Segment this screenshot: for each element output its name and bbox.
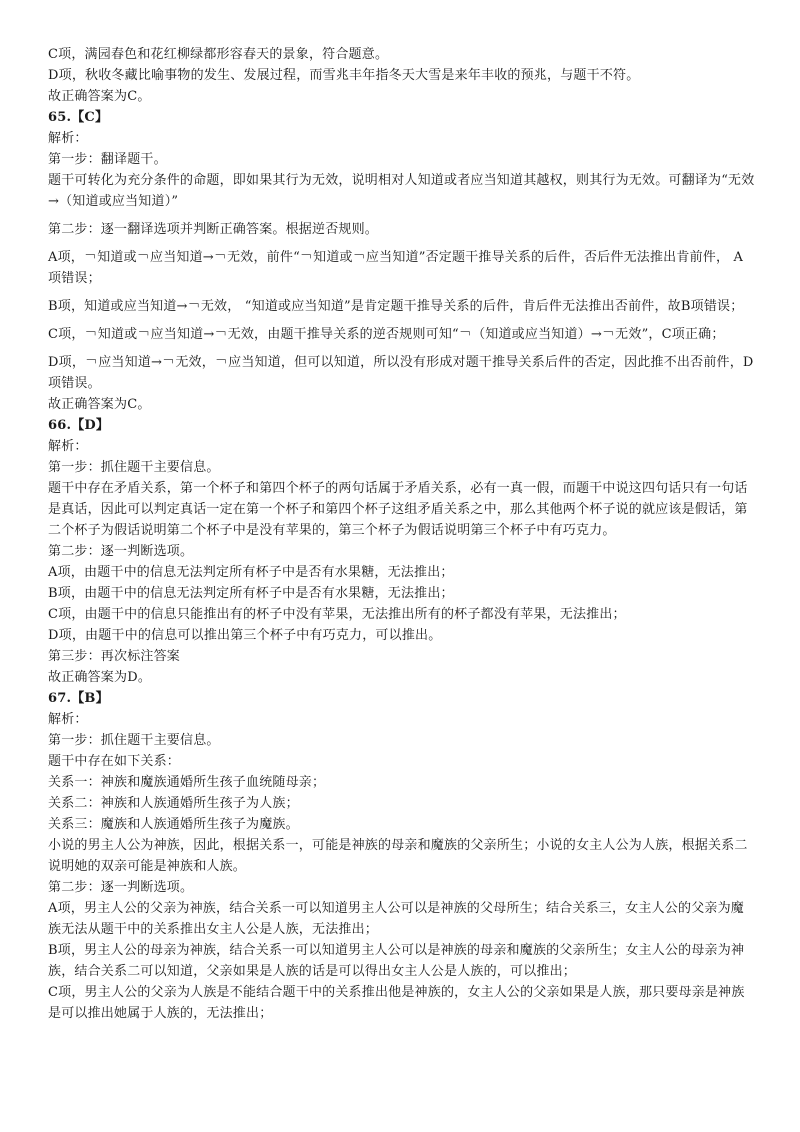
text-line: 解析： xyxy=(48,131,88,146)
text-line: C项，男主人公的父亲为人族是不能结合题干中的关系推出他是神族的，女主人公的父亲如果是人族，那只要母亲是神族是可以推出她属于人族的，无法推出； xyxy=(48,985,745,1021)
text-line: D项，￢应当知道→￢无效，￢应当知道，但可以知道，所以没有形成对题干推导关系后件的否定，因此推不出否前件，D项错误。 xyxy=(48,355,754,391)
text-line: 故正确答案为C。 xyxy=(48,397,151,412)
text-line: A项，￢知道或￢应当知道→￢无效，前件“￢知道或￢应当知道”否定题干推导关系的后件，否后件无法推出肯前件， A项错误； xyxy=(48,250,744,286)
text-line: 题干中存在矛盾关系，第一个杯子和第四个杯子的两句话属于矛盾关系，必有一真一假，而题干中说这四句话只有一句话是真话，因此可以判定真话一定在第一个杯子和第四个杯子这组矛盾关系之中，那么其他两个杯子说的就应该是假话，第二个杯子为假话说明第二个杯子中是没有苹果的，第三个杯子为假话说明第三个杯子中有巧克力。 xyxy=(48,481,748,538)
question-number-67: 67.【B】 xyxy=(48,691,109,706)
text-line: 第二步：逐一翻译选项并判断正确答案。根据逆否规则。 xyxy=(48,222,379,237)
text-line: 关系二：神族和人族通婚所生孩子为人族； xyxy=(48,796,299,811)
text-line: C项，由题干中的信息只能推出有的杯子中没有苹果，无法推出所有的杯子都没有苹果，无法推出； xyxy=(48,607,626,622)
text-line: 关系一：神族和魔族通婚所生孩子血统随母亲； xyxy=(48,775,326,790)
text-line: 故正确答案为C。 xyxy=(48,89,151,104)
question-number-65: 65.【C】 xyxy=(48,110,109,125)
text-line: D项，由题干中的信息可以推出第三个杯子中有巧克力，可以推出。 xyxy=(48,628,442,643)
text-line: A项，由题干中的信息无法判定所有杯子中是否有水果糖，无法推出； xyxy=(48,565,454,580)
text-line: C项，满园春色和花红柳绿都形容春天的景象，符合题意。 xyxy=(48,47,389,62)
text-line: 第一步：抓住题干主要信息。 xyxy=(48,460,220,475)
document-body xyxy=(48,44,756,1024)
text-line: B项，男主人公的母亲为神族，结合关系一可以知道男主人公可以是神族的母亲和魔族的父亲所生；女主人公的母亲为神族，结合关系二可以知道，父亲如果是人族的话是可以得出女主人公是人族的，可以推出； xyxy=(48,943,745,979)
text-line: B项，知道或应当知道→￢无效， “知道或应当知道”是肯定题干推导关系的后件，肯后件无法推出否前件，故B项错误； xyxy=(48,299,744,314)
text-line: 故正确答案为D。 xyxy=(48,670,152,685)
text-line: 第二步：逐一判断选项。 xyxy=(48,544,194,559)
text-line: B项，由题干中的信息无法判定所有杯子中是否有水果糖，无法推出； xyxy=(48,586,454,601)
text-line: D项，秋收冬藏比喻事物的发生、发展过程，而雪兆丰年指冬天大雪是来年丰收的预兆，与题干不符。 xyxy=(48,68,640,83)
text-line: C项，￢知道或￢应当知道→￢无效，由题干推导关系的逆否规则可知“￢（知道或应当知道）→￢无效”，C项正确； xyxy=(48,327,725,342)
text-line: 题干中存在如下关系： xyxy=(48,754,181,769)
text-line: 解析： xyxy=(48,712,88,727)
text-line: 第一步：抓住题干主要信息。 xyxy=(48,733,220,748)
text-line: 题干可转化为充分条件的命题，即如果其行为无效，说明相对人知道或者应当知道其越权，则其行为无效。可翻译为“无效→（知道或应当知道）” xyxy=(48,173,755,209)
text-line: 第二步：逐一判断选项。 xyxy=(48,880,194,895)
text-line: 关系三：魔族和人族通婚所生孩子为魔族。 xyxy=(48,817,299,832)
text-line: 第一步：翻译题干。 xyxy=(48,152,167,167)
text-line: 解析： xyxy=(48,439,88,454)
text-line: A项，男主人公的父亲为神族，结合关系一可以知道男主人公可以是神族的父母所生；结合关系三，女主人公的父亲为魔族无法从题干中的关系推出女主人公是人族，无法推出； xyxy=(48,901,744,937)
text-line: 第三步：再次标注答案 xyxy=(48,649,181,664)
text-line: 小说的男主人公为神族，因此，根据关系一，可能是神族的母亲和魔族的父亲所生；小说的女主人公为人族，根据关系二说明她的双亲可能是神族和人族。 xyxy=(48,838,748,874)
question-number-66: 66.【D】 xyxy=(48,418,110,433)
